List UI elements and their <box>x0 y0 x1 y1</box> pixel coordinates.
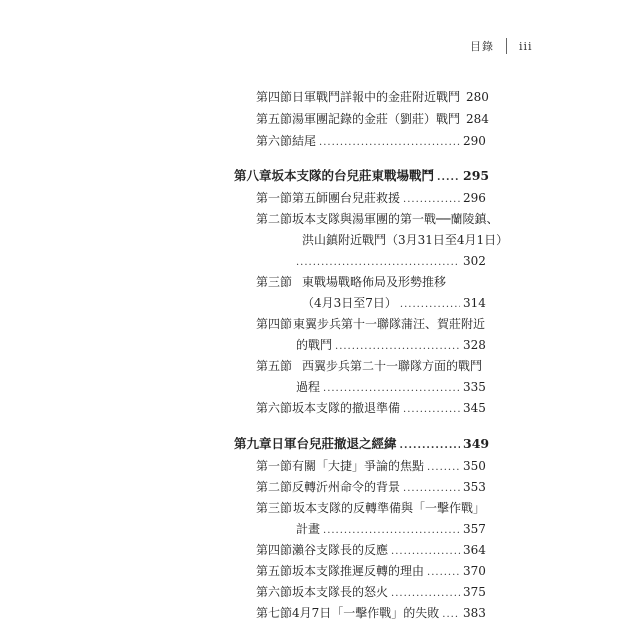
running-header <box>470 38 533 54</box>
chapter-entry[interactable] <box>234 436 490 454</box>
toc-entry[interactable] <box>256 542 485 560</box>
toc-entry[interactable] <box>256 111 489 129</box>
leader-dots <box>403 402 460 418</box>
leader-dots <box>403 192 460 208</box>
section-number: 第五節 <box>256 359 293 373</box>
page-number: 349 <box>463 436 490 451</box>
toc-entry[interactable] <box>256 605 485 623</box>
chapter-number: 第八章 <box>234 168 272 183</box>
page-number: 375 <box>463 585 486 599</box>
section-title-continued: 計畫 <box>296 522 321 536</box>
page-number: 357 <box>463 522 486 536</box>
page-number: 383 <box>463 606 486 620</box>
section-title: 第五師團台兒莊救援 <box>292 191 401 205</box>
page-number: 364 <box>463 543 486 557</box>
leader-dots <box>442 607 460 623</box>
section-title: 西翼步兵第二十一聯隊方面的戰鬥 <box>302 359 483 373</box>
toc-entry-continuation <box>302 295 485 313</box>
page-number: 295 <box>463 168 490 183</box>
section-number: 第二節 <box>256 212 293 226</box>
section-title-continued: 洪山鎮附近戰鬥（3月31日至4月1日） <box>302 233 509 247</box>
header-divider <box>506 38 507 54</box>
section-title: 坂本支隊的反轉準備與「一擊作戰」 <box>292 501 485 515</box>
toc-entry[interactable] <box>256 400 485 418</box>
section-number: 第六節 <box>256 401 293 415</box>
section-number: 第一節 <box>256 459 293 473</box>
toc-entry[interactable] <box>256 190 485 208</box>
leader-dots <box>296 255 460 271</box>
leader-dots <box>427 565 460 581</box>
chapter-title: 坂本支隊的台兒莊東戰場戰鬥 <box>271 168 435 183</box>
page-number: 328 <box>463 338 486 352</box>
section-title: 有關「大捷」爭論的焦點 <box>292 459 425 473</box>
leader-dots <box>391 544 460 560</box>
page-number: 345 <box>463 401 486 415</box>
chapter-title: 日軍台兒莊撤退之經緯 <box>271 436 397 451</box>
section-title: 瀨谷支隊長的反應 <box>292 543 389 557</box>
section-title: 結尾 <box>292 134 317 148</box>
toc-entry[interactable] <box>256 500 485 516</box>
section-number: 第四節 <box>256 317 293 331</box>
toc-entry[interactable] <box>256 358 485 374</box>
chapter-entry[interactable] <box>234 168 490 186</box>
section-number: 第六節 <box>256 134 293 148</box>
section-title: 反轉沂州命令的背景 <box>292 480 401 494</box>
toc-entry[interactable] <box>256 274 485 290</box>
section-title: 湯軍團記錄的金莊（劉莊）戰鬥 <box>292 112 461 126</box>
page-number: 353 <box>463 480 486 494</box>
page-number: 370 <box>463 564 486 578</box>
section-title: 東翼步兵第十一聯隊蒲汪、賀莊附近 <box>292 317 485 331</box>
section-number: 第五節 <box>256 564 293 578</box>
section-number: 第一節 <box>256 191 293 205</box>
leader-dots <box>437 170 460 186</box>
toc-entry[interactable] <box>256 563 485 581</box>
page-number: 296 <box>463 191 486 205</box>
page-number: 350 <box>463 459 486 473</box>
toc-entry[interactable] <box>256 89 489 107</box>
section-number: 第七節 <box>256 606 293 620</box>
chapter-number: 第九章 <box>234 436 272 451</box>
page-number: 290 <box>463 134 486 148</box>
leader-dots <box>427 460 460 476</box>
header-title: 目錄 <box>470 40 494 53</box>
leader-dots <box>391 586 460 602</box>
toc-entry-continuation <box>296 521 485 539</box>
section-title: 坂本支隊長的怒火 <box>292 585 389 599</box>
leader-dots <box>400 297 460 313</box>
section-title-continued: 的戰鬥 <box>296 338 333 352</box>
section-title: 日軍戰鬥詳報中的金莊附近戰鬥 <box>292 90 461 104</box>
toc-entry[interactable] <box>256 316 485 332</box>
header-page-number: iii <box>519 39 533 53</box>
section-title-continued: （4月3日至7日） <box>302 296 397 310</box>
section-number: 第三節 <box>256 501 293 515</box>
section-number: 第四節 <box>256 90 293 104</box>
toc-entry[interactable] <box>256 458 485 476</box>
toc-entry-continuation <box>296 379 485 397</box>
section-title: 坂本支隊的撤退準備 <box>292 401 401 415</box>
toc-entry[interactable] <box>256 479 485 497</box>
section-number: 第三節 <box>256 275 293 289</box>
leader-dots <box>319 135 460 151</box>
toc-entry[interactable] <box>256 211 499 227</box>
page-number: 280 <box>466 90 489 104</box>
leader-dots <box>323 523 460 539</box>
toc-entry[interactable] <box>256 584 485 602</box>
section-title: 東戰場戰略佈局及形勢推移 <box>302 275 447 289</box>
section-title-continued: 過程 <box>296 380 321 394</box>
toc-entry[interactable] <box>256 133 485 151</box>
section-title: 坂本支隊推遲反轉的理由 <box>292 564 425 578</box>
toc-entry-continuation <box>296 253 485 271</box>
leader-dots <box>323 381 460 397</box>
page-number: 314 <box>463 296 486 310</box>
leader-dots <box>335 339 460 355</box>
section-number: 第六節 <box>256 585 293 599</box>
leader-dots <box>403 481 460 497</box>
section-number: 第二節 <box>256 480 293 494</box>
section-title: 4月7日「一擊作戰」的失敗 <box>292 606 440 620</box>
toc-entry-continuation <box>302 232 509 248</box>
toc-entry-continuation <box>296 337 485 355</box>
page-number: 335 <box>463 380 486 394</box>
section-title: 坂本支隊與湯軍團的第一戰──蘭陵鎮、 <box>292 212 499 226</box>
leader-dots <box>400 438 460 454</box>
section-number: 第五節 <box>256 112 293 126</box>
page-number: 302 <box>463 254 486 268</box>
page-number: 284 <box>466 112 489 126</box>
section-number: 第四節 <box>256 543 293 557</box>
